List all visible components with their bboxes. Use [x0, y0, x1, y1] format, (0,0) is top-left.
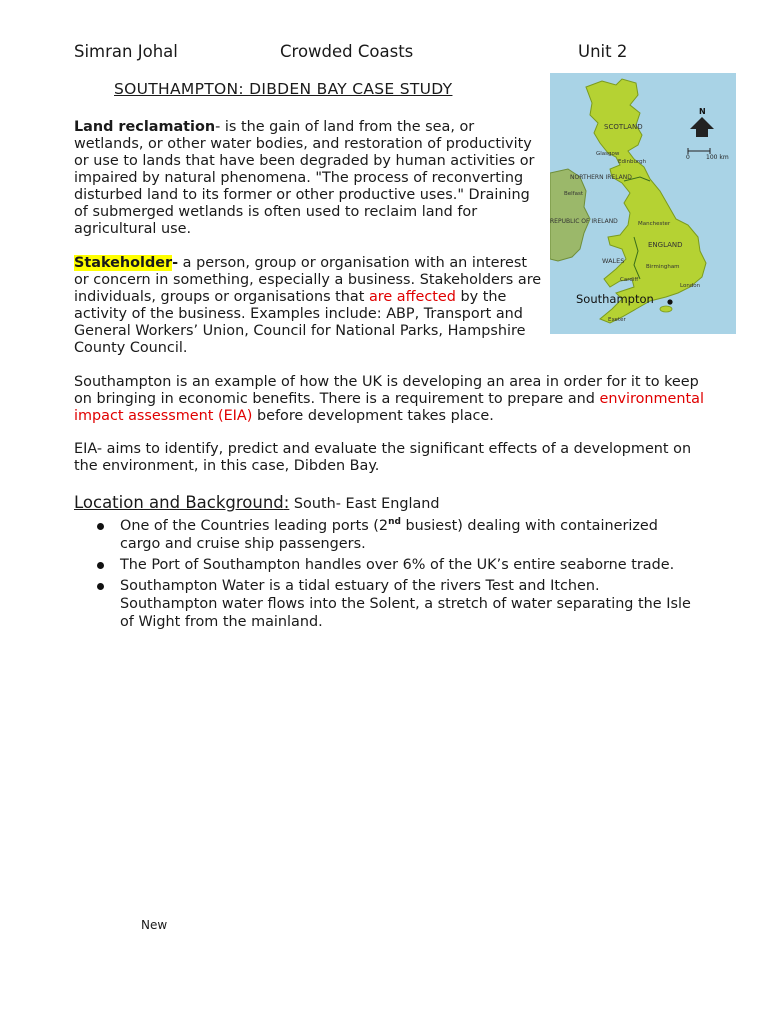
stakeholder-term: Stakeholder	[74, 255, 173, 271]
list-item	[74, 517, 694, 553]
stakeholder-dash: -	[172, 255, 179, 271]
label-northern-ireland: NORTHERN IRELAND	[570, 174, 632, 181]
bullet-icon	[97, 583, 104, 590]
southampton-paragraph	[74, 374, 714, 425]
location-bullet-list	[74, 517, 694, 634]
uk-map-image	[550, 73, 736, 334]
stakeholder-highlight-red: are affected	[368, 289, 456, 305]
land-reclamation-term: Land reclamation	[74, 119, 216, 135]
location-heading-sub: South- East England	[289, 496, 440, 512]
bullet-icon	[97, 523, 104, 530]
stakeholder-paragraph	[74, 255, 542, 357]
label-scotland: SCOTLAND	[604, 123, 643, 131]
bullet-superscript: nd	[388, 517, 401, 528]
label-cardiff: Cardiff	[620, 277, 639, 283]
label-england: ENGLAND	[648, 241, 683, 249]
label-southampton: Southampton	[576, 292, 654, 306]
southampton-text-part2: before development takes place.	[252, 408, 494, 424]
label-london: London	[680, 283, 701, 289]
eia-paragraph: EIA- aims to identify, predict and evaluate the significant effects of a development on the environment, in this case, Dibden Bay.	[74, 441, 692, 474]
label-glasgow: Glasgow	[596, 151, 620, 157]
footer-note: New	[141, 918, 168, 932]
land-reclamation-definition: - is the gain of land from the sea, or wetlands, or other water bodies, and restoration of productivity or use to lands that have been degraded by human activities or impaired by natural phenomena. "The process of reconverting disturbed land to its former or other productive uses." Draining of submerged wetlands is often used to reclaim land for agricultural use.	[74, 119, 535, 237]
label-edinburgh: Edinburgh	[618, 159, 647, 165]
location-heading	[74, 493, 440, 512]
eia-red-text: environmental impact assessment (EIA)	[74, 391, 704, 424]
location-heading-title: Location and Background	[74, 493, 284, 512]
stakeholder-definition-part2: by the activity of the business. Examples include: ABP, Transport and General Workers’ Union, Council for National Parks, Hampshire County Council.	[74, 289, 526, 356]
scale-distance-label: 100 km	[706, 154, 729, 161]
location-heading-colon: :	[283, 493, 290, 512]
label-wales: WALES	[602, 257, 625, 265]
list-item	[74, 556, 694, 574]
north-label: N	[699, 107, 706, 116]
label-birmingham: Birmingham	[646, 264, 680, 270]
label-exeter: Exeter	[608, 317, 626, 323]
topic-title: Crowded Coasts	[280, 42, 414, 61]
bullet-text: The Port of Southampton handles over 6% of the UK’s entire seaborne trade.	[120, 557, 675, 573]
scale-zero-label: 0	[686, 154, 690, 161]
author-name: Simran Johal	[74, 42, 178, 61]
list-item	[74, 577, 694, 631]
label-manchester: Manchester	[638, 221, 671, 227]
southampton-text-part1: Southampton is an example of how the UK is developing an area in order for it to keep on bringing in economic benefits. There is a requirement to prepare and	[74, 374, 699, 407]
stakeholder-definition-part1: a person, group or organisation with an interest or concern in something, especially a business. Stakeholders are individuals, groups or organisations that	[74, 255, 542, 305]
page-title: SOUTHAMPTON: DIBDEN BAY CASE STUDY	[114, 80, 453, 98]
bullet-text-after-sup: busiest) dealing with containerized cargo and cruise ship passengers.	[120, 518, 658, 552]
page-header	[74, 42, 654, 64]
label-belfast: Belfast	[564, 191, 584, 197]
bullet-text: Southampton Water is a tidal estuary of the rivers Test and Itchen. Southampton water flows into the Solent, a stretch of water separating the Isle of Wight from the mainland.	[120, 578, 691, 630]
label-republic-of-ireland: REPUBLIC OF IRELAND	[550, 218, 618, 225]
land-reclamation-paragraph	[74, 119, 542, 238]
map-isle-of-wight	[660, 306, 672, 312]
unit-label: Unit 2	[578, 42, 628, 61]
bullet-icon	[97, 562, 104, 569]
bullet-text-before-sup: One of the Countries leading ports (2	[120, 518, 389, 534]
southampton-marker-icon	[667, 299, 672, 304]
uk-map-svg	[550, 73, 736, 334]
